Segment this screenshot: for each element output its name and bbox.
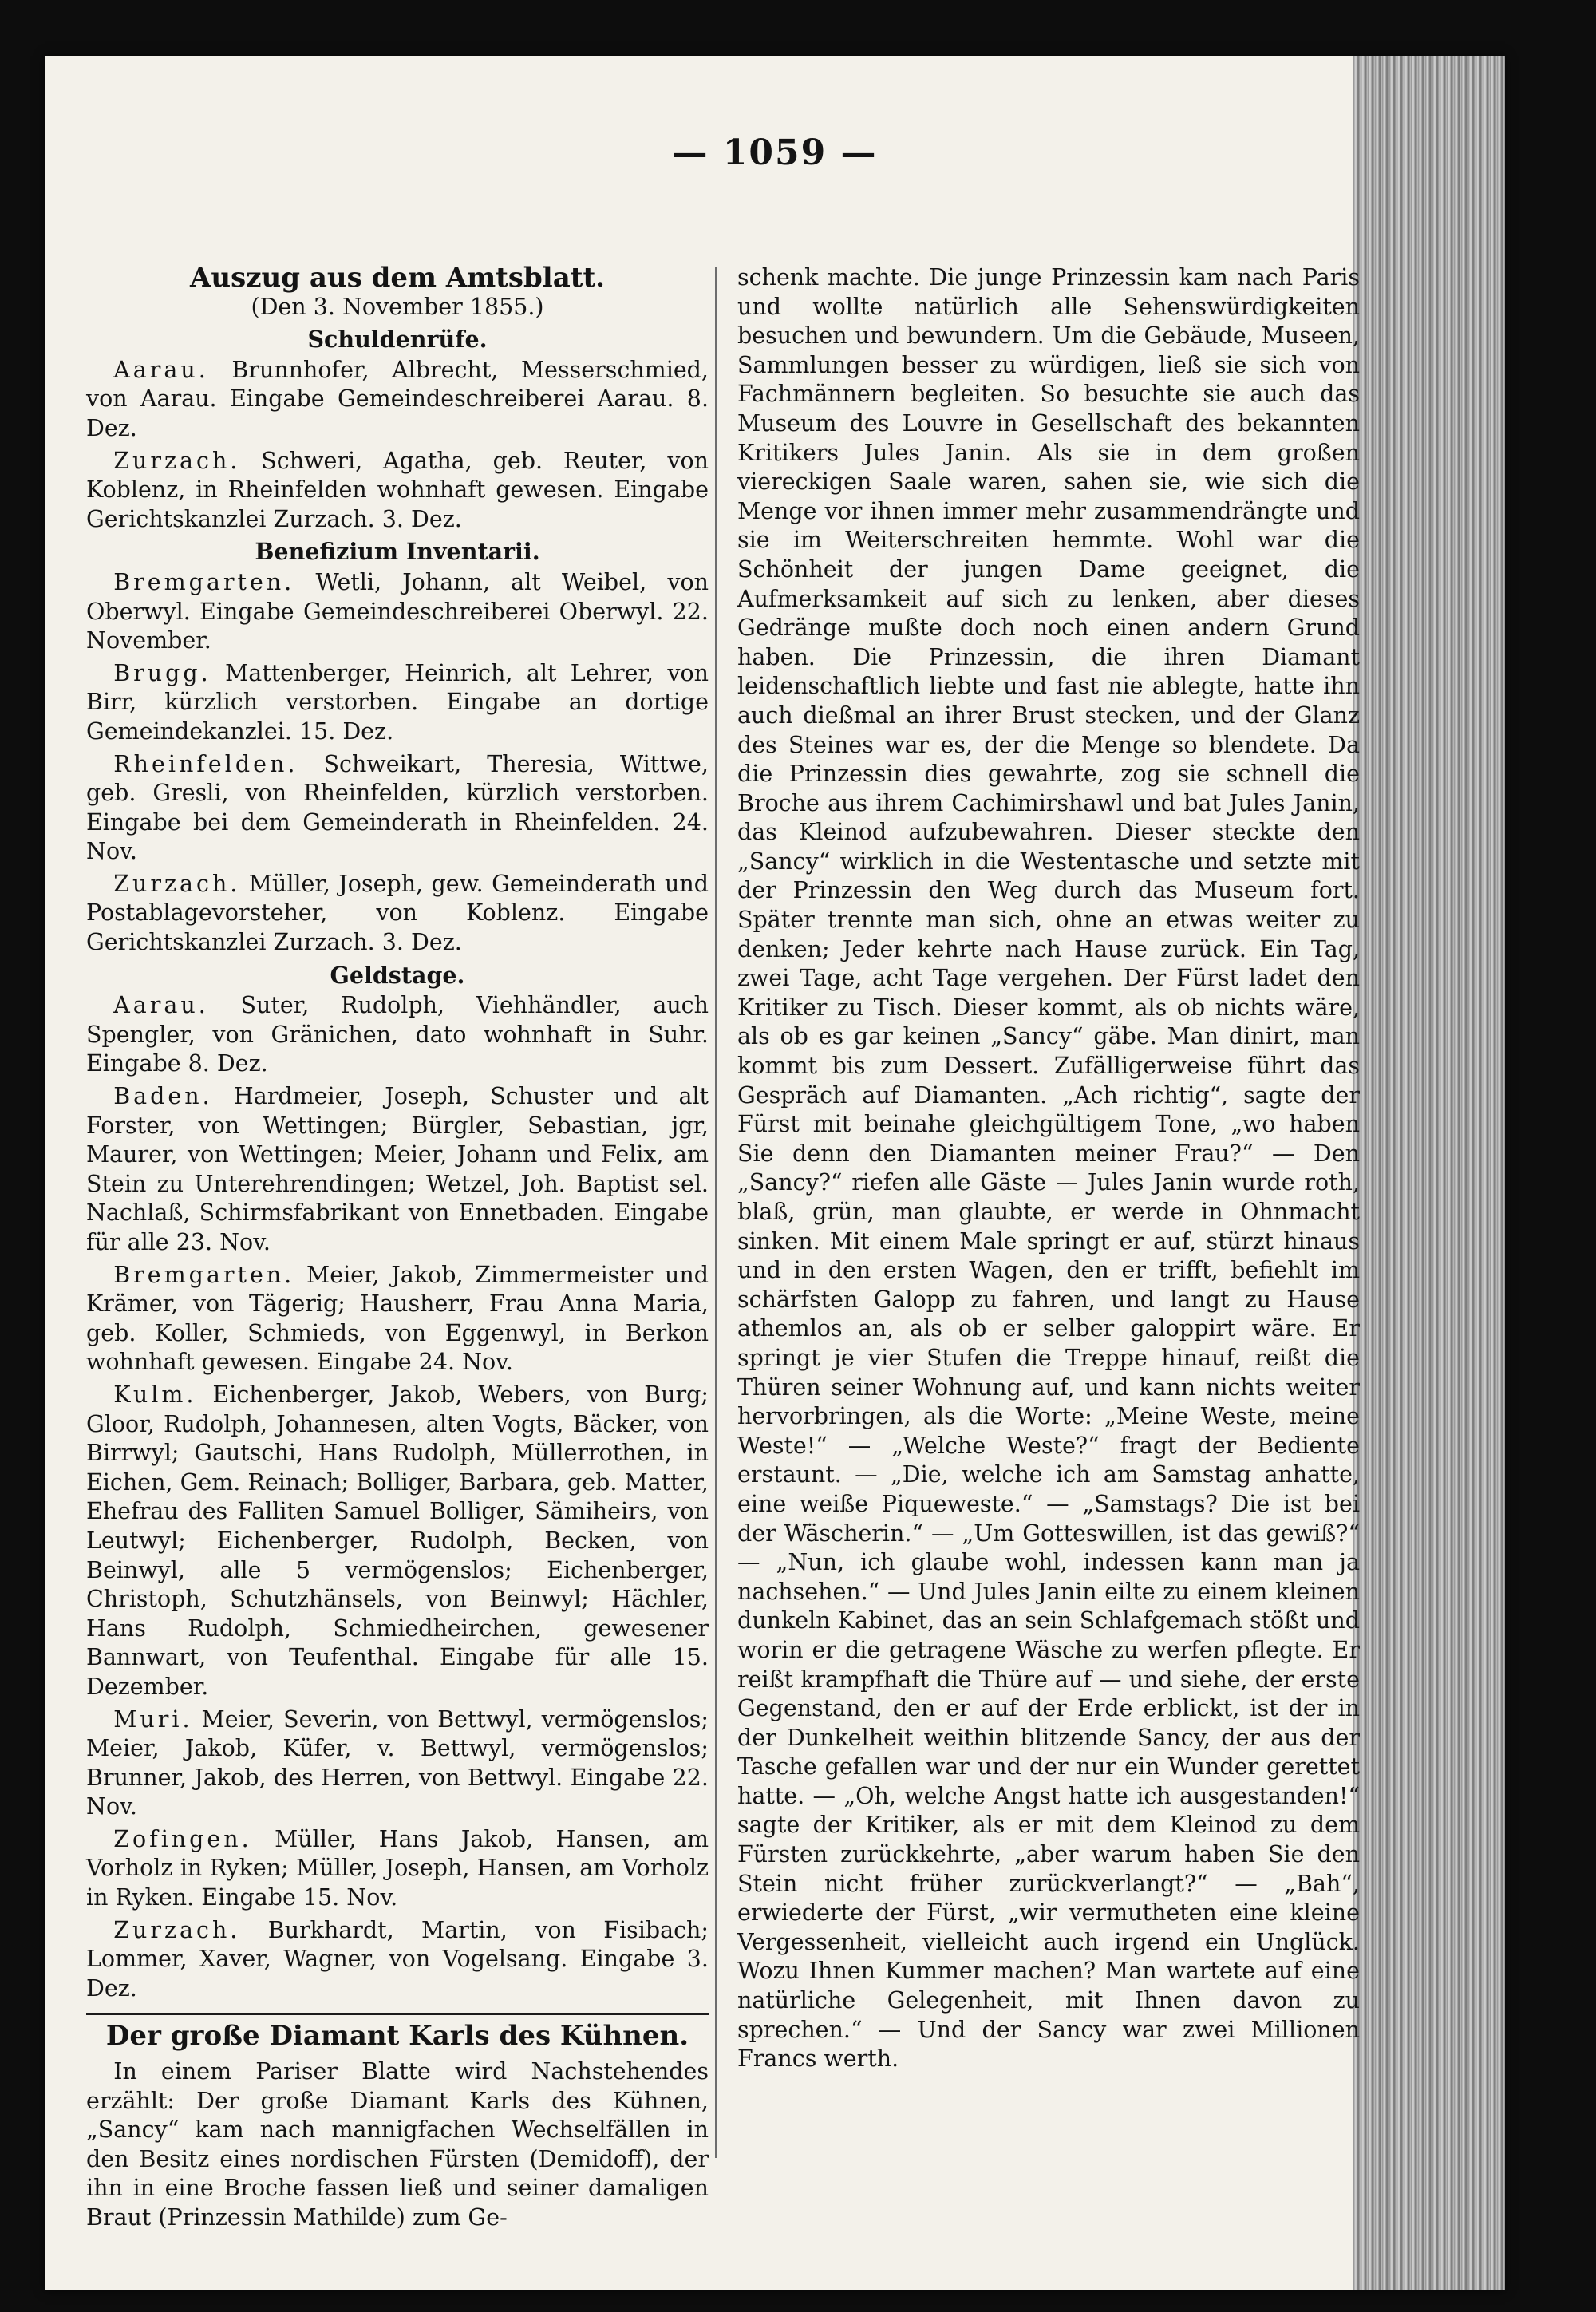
section-divider — [86, 2013, 709, 2015]
notice-entry — [86, 1825, 709, 1913]
article-text: In einem Pariser Blatte wird Nachstehendes erzählt: Der große Diamant Karls des Kühnen, „Sancy“ kam nach mannigfachen Wechselfällen in den Besitz eines nordischen Fürsten (Demidoff), der ihn in eine Broche fassen ließ und seiner damaligen Braut (Prinzessin Mathilde) zum Ge- — [86, 2058, 709, 2231]
notice-entry — [86, 1381, 709, 1702]
notice-text: Schweikart, Theresia, Wittwe, geb. Gresli, von Rheinfelden, kürzlich verstorben. Eingabe bei dem Gemeinderath in Rheinfelden. 24. Nov. — [86, 750, 709, 865]
place-name: Muri. — [113, 1705, 193, 1733]
notice-entry — [86, 1705, 709, 1822]
place-name: Brugg. — [113, 659, 211, 686]
notice-entry — [86, 1916, 709, 2004]
notice-text: Hardmeier, Joseph, Schuster und alt Forster, von Wettingen; Bürgler, Sebastian, jgr, Maurer, von Wettingen; Meier, Johann und Felix, am Stein zu Unterehrendingen; Wetzel, Joh. Baptist sel. Nachlaß, Schirmsfabrikant von Ennetbaden. Eingabe für alle 23. Nov. — [86, 1083, 709, 1255]
place-name: Kulm. — [113, 1381, 197, 1408]
date-line: (Den 3. November 1855.) — [251, 293, 544, 320]
section-title: Benefizium Inventarii. — [255, 538, 540, 566]
notice-text: Wetli, Johann, alt Weibel, von Oberwyl. Eingabe Gemeindeschreiberei Oberwyl. 22. November. — [86, 568, 709, 654]
place-name: Aarau. — [113, 992, 209, 1019]
newspaper-page — [45, 56, 1505, 2290]
article-continuation: schenk machte. Die junge Prinzessin kam nach Paris und wollte natürlich alle Sehenswürdigkeiten besuchen und bewundern. Um die Gebäude, Museen, Sammlungen besser zu würdigen, ließ sie sich von Fachmännern begleiten. So besuchte sie auch das Museum des Louvre in Gesellschaft des bekannten Kritikers Jules Janin. Als sie in dem großen viereckigen Saale waren, sahen sie, wie sich die Menge vor ihnen immer mehr zusammendrängte und sie im Weiterschreiten hemmte. Wohl war die Schönheit der jungen Dame geeignet, die Aufmerksamkeit auf sich zu lenken, aber dieses Gedränge mußte doch noch einen andern Grund haben. Die Prinzessin, die ihren Diamant leidenschaftlich liebte und fast nie ablegte, hatte ihn auch dießmal an ihrer Brust stecken, und der Glanz des Steines war es, der die Menge so blendete. Da die Prinzessin dies gewahrte, zog sie schnell die Broche aus ihrem Cachimirshawl und bat Jules Janin, das Kleinod aufzubewahren. Dieser steckte den „Sancy“ wirklich in die Westentasche und setzte mit der Prinzessin den Weg durch das Museum fort. Später trennte man sich, ohne an etwas weiter zu denken; Jeder kehrte nach Hause zurück. Ein Tag, zwei Tage, acht Tage vergehen. Der Fürst ladet den Kritiker zu Tisch. Dieser kommt, als ob nichts wäre, als ob es gar keinen „Sancy“ gäbe. Man dinirt, man kommt bis zum Dessert. Zufälligerweise führt das Gespräch auf Diamanten. „Ach richtig“, sagte der Fürst mit beinahe gleichgültigem Tone, „wo haben Sie denn den Diamanten meiner Frau?“ — Den „Sancy?“ riefen alle Gäste — Jules Janin wurde roth, blaß, grün, man glaubte, er werde in Ohnmacht sinken. Mit einem Male springt er auf, stürzt hinaus und in den ersten Wagen, den er trifft, befiehlt im schärfsten Galopp zu fahren, und langt zu Hause athemlos an, als ob er selber galoppirt wäre. Er springt je vier Stufen die Treppe hinauf, reißt die Thüren seiner Wohnung auf, und kann nichts weiter hervorbringen, als die Worte: „Meine Weste, meine Weste!“ — „Welche Weste?“ fragt der Bediente erstaunt. — „Die, welche ich am Samstag anhatte, eine weiße Piqueweste.“ — „Samstags? Die ist bei der Wäscherin.“ — „Um Gotteswillen, ist das gewiß?“ — „Nun, ich glaube wohl, indessen kann man ja nachsehen.“ — Und Jules Janin eilte zu einem kleinen dunkeln Kabinet, das an sein Schlafgemach stößt und worin er die getragene Wäsche zu werfen pflegte. Er reißt krampfhaft die Thüre auf — und siehe, der erste Gegenstand, den er auf der Erde erblickt, ist der in der Dunkelheit weithin blitzende Sancy, der aus der Tasche gefallen war und der nur ein Wunder gerettet hatte. — „Oh, welche Angst hatte ich ausgestanden!“ sagte der Kritiker, als er mit dem Kleinod zu dem Fürsten zurückkehrte, „aber warum haben Sie den Stein nicht früher zurückverlangt?“ — „Bah“, erwiederte der Fürst, „wir vermutheten eine kleine Vergessenheit, vielleicht auch irgend ein Unglück. Wozu Ihnen Kummer machen? Man wartete auf eine natürliche Gelegenheit, mit Ihnen davon zu sprechen.“ — Und der Sancy war zwei Millionen Francs werth. — [737, 264, 1360, 2073]
notice-text: Burkhardt, Martin, von Fisibach; Lommer, Xaver, Wagner, von Vogelsang. Eingabe 3. Dez. — [86, 1916, 709, 2002]
notice-entry — [86, 870, 709, 958]
place-name: Zurzach. — [113, 447, 241, 474]
section-header: Auszug aus dem Amtsblatt. — [190, 262, 605, 294]
notice-text: Schweri, Agatha, geb. Reuter, von Koblenz, in Rheinfelden wohnhaft gewesen. Eingabe Gerichtskanzlei Zurzach. 3. Dez. — [86, 447, 709, 532]
notice-entry — [86, 1261, 709, 1377]
section-title: Schuldenrüfe. — [307, 326, 488, 354]
place-name: Aarau. — [113, 356, 209, 383]
notices-section — [86, 961, 709, 2004]
notice-text: Meier, Severin, von Bettwyl, vermögenslos; Meier, Jakob, Küfer, v. Bettwyl, vermögenslos; Brunner, Jakob, des Herren, von Bettwyl. Eingabe 22. Nov. — [86, 1705, 709, 1820]
place-name: Zofingen. — [113, 1825, 252, 1852]
notice-text: Müller, Hans Jakob, Hansen, am Vorholz in Ryken; Müller, Joseph, Hansen, am Vorholz in Ryken. Eingabe 15. Nov. — [86, 1825, 709, 1911]
article-title: Der große Diamant Karls des Kühnen. — [105, 2020, 689, 2053]
notice-text: Eichenberger, Jakob, Webers, von Burg; Gloor, Rudolph, Johannesen, alten Vogts, Bäcker, von Birrwyl; Gautschi, Hans Rudolph, Müllerrothen, in Eichen, Gem. Reinach; Bolliger, Barbara, geb. Matter, Ehefrau des Falliten Samuel Bolliger, Sämiheirs, von Leutwyl; Eichenberger, Rudolph, Becken, von Beinwyl, alle 5 vermögenslos; Eichenberger, Christoph, Schutzhänsels, von Beinwyl; Hächler, Hans Rudolph, Schmiedheirchen, gewesener Bannwart, von Teufenthal. Eingabe für alle 15. Dezember. — [86, 1381, 709, 1700]
notice-text: Müller, Joseph, gew. Gemeinderath und Postablagevorsteher, von Koblenz. Eingabe Gerichtskanzlei Zurzach. 3. Dez. — [86, 870, 709, 956]
place-name: Bremgarten. — [113, 1261, 295, 1288]
page-number: — 1059 — — [672, 132, 878, 173]
notices-section — [86, 325, 709, 534]
book-gutter — [1353, 56, 1505, 2290]
place-name: Bremgarten. — [113, 568, 295, 595]
right-column — [737, 263, 1360, 2074]
notices-section — [86, 537, 709, 957]
place-name: Zurzach. — [113, 1916, 241, 1943]
notice-entry — [86, 356, 709, 444]
notice-entry — [86, 991, 709, 1079]
notice-entry — [86, 568, 709, 656]
column-rule — [715, 267, 717, 2158]
notice-text: Brunnhofer, Albrecht, Messerschmied, von Aarau. Eingabe Gemeindeschreiberei Aarau. 8. Dez. — [86, 356, 709, 441]
notice-text: Suter, Rudolph, Viehhändler, auch Spengler, von Gränichen, dato wohnhaft in Suhr. Eingabe 8. Dez. — [86, 992, 709, 1077]
notice-entry — [86, 447, 709, 535]
left-column — [86, 263, 709, 2233]
place-name: Rheinfelden. — [113, 750, 298, 777]
section-title: Geldstage. — [330, 961, 465, 989]
place-name: Baden. — [113, 1083, 213, 1110]
notice-text: Meier, Jakob, Zimmermeister und Krämer, von Tägerig; Hausherr, Frau Anna Maria, geb. Koller, Schmieds, von Eggenwyl, in Berkon wohnhaft gewesen. Eingabe 24. Nov. — [86, 1261, 709, 1376]
notice-entry — [86, 750, 709, 867]
notice-text: Mattenberger, Heinrich, alt Lehrer, von Birr, kürzlich verstorben. Eingabe an dortige Gemeindekanzlei. 15. Dez. — [86, 659, 709, 745]
notice-entry — [86, 1082, 709, 1258]
article — [86, 2022, 709, 2232]
notice-entry — [86, 659, 709, 747]
place-name: Zurzach. — [113, 870, 241, 897]
